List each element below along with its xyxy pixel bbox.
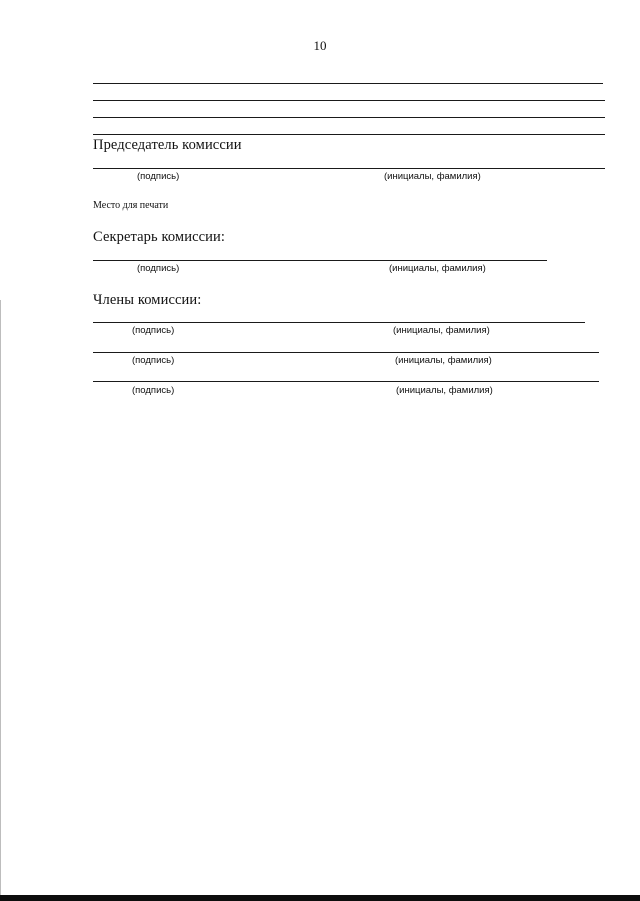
secretary-name-caption: (инициалы, фамилия): [389, 263, 486, 274]
member-name-caption: (инициалы, фамилия): [395, 355, 492, 366]
page-number: 10: [313, 38, 327, 53]
blank-line: [93, 134, 605, 135]
member-name-caption: (инициалы, фамилия): [396, 385, 493, 396]
chairman-title: Председатель комиссии: [93, 137, 242, 153]
member-signature-line: [93, 352, 599, 353]
member-signature-line: [93, 322, 585, 323]
blank-line: [93, 100, 605, 101]
blank-line: [93, 83, 603, 84]
stamp-place-label: Место для печати: [93, 200, 169, 211]
secretary-signature-caption: (подпись): [137, 263, 180, 274]
chairman-signature-caption: (подпись): [137, 171, 180, 182]
member-signature-caption: (подпись): [132, 385, 175, 396]
member-name-caption: (инициалы, фамилия): [393, 325, 490, 336]
scan-edge-shadow: [0, 300, 1, 900]
chairman-signature-line: [93, 168, 605, 169]
secretary-title: Секретарь комиссии:: [93, 229, 225, 245]
member-signature-line: [93, 381, 599, 382]
member-signature-caption: (подпись): [132, 325, 175, 336]
blank-line: [93, 117, 605, 118]
members-title: Члены комиссии:: [93, 292, 202, 308]
chairman-name-caption: (инициалы, фамилия): [384, 171, 481, 182]
scan-bottom-border: [0, 895, 640, 901]
secretary-signature-line: [93, 260, 547, 261]
member-signature-caption: (подпись): [132, 355, 175, 366]
